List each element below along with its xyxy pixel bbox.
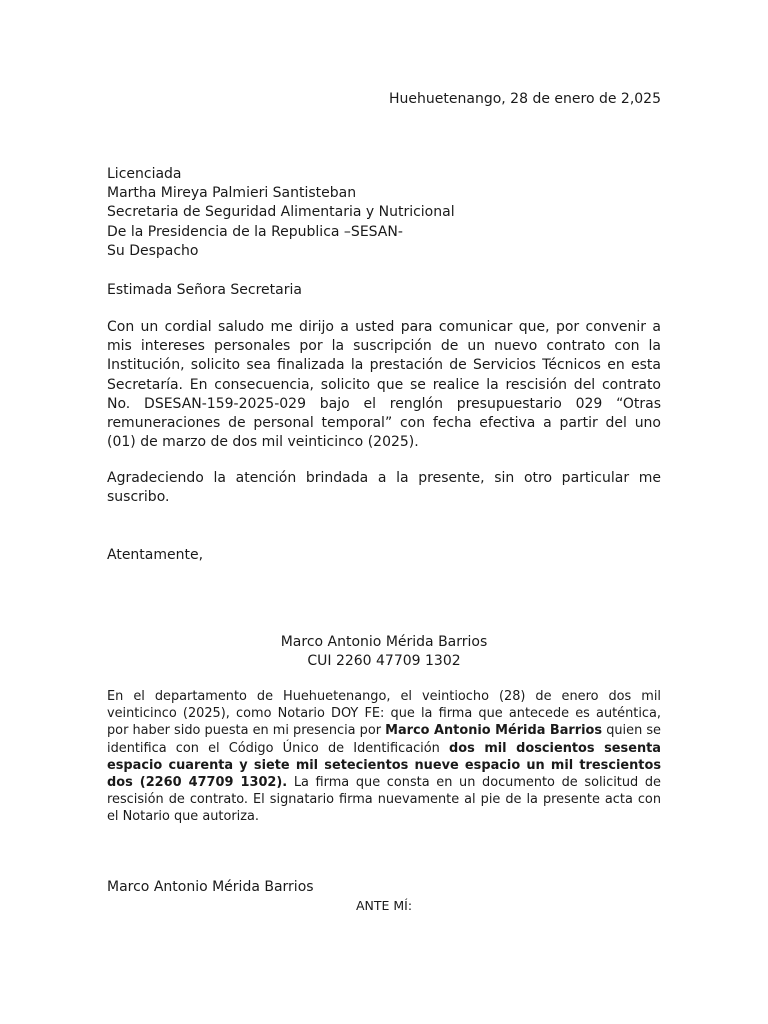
salutation: Estimada Señora Secretaria [107,282,302,298]
notary-id-number: dos mil doscientos sesenta espacio cuarenta y siete mil setecientos nueve espacio un mil trescientos dos (2260 47709 1302). [107,740,661,791]
recipient-position: Secretaria de Seguridad Alimentaria y Nutricional [107,204,455,221]
ante-mi-label: ANTE MÍ: [355,898,413,913]
notary-text-1: En el departamento de Huehuetenango, el veintiocho (28) de enero dos mil veinticinco (2025), como Notario DOY FE: que la firma que antecede es auténtica, por haber sido puesta en mi presencia por [107,689,661,739]
notary-signer-name: Marco Antonio Mérida Barrios [385,723,603,739]
notary-authentication [107,688,661,826]
body-paragraph-2: Agradeciendo la atención brindada a la presente, sin otro particular me suscribo. [107,470,661,506]
notary-text-3: La firma que consta en un documento de solicitud de rescisión de contrato. El signatario firma nuevamente al pie de la presente acta con el Notario que autoriza. [107,775,661,825]
recipient-institution: De la Presidencia de la Republica –SESAN- [107,223,403,240]
signature-cui: CUI 2260 47709 1302 [307,653,461,670]
closing: Atentamente, [107,547,204,563]
recipient-name: Martha Mireya Palmieri Santisteban [107,185,357,202]
date-line: Huehuetenango, 28 de enero de 2,025 [389,91,661,107]
second-signature-name: Marco Antonio Mérida Barrios [107,879,314,895]
signature-block [107,633,661,671]
recipient-office: Su Despacho [107,242,199,259]
recipient-title: Licenciada [107,166,182,182]
recipient-block [107,165,455,261]
signature-name: Marco Antonio Mérida Barrios [280,634,488,650]
body-paragraph-1: Con un cordial saludo me dirijo a usted para comunicar que, por convenir a mis intereses personales por la suscripción de un nuevo contrato con la Institución, solicito sea finalizada la prestación de Servicios Técnicos en esta Secretaría. En consecuencia, solicito que se realice la rescisión del contrato No. DSESAN-159-2025-029 bajo el renglón presupuestario 029 “Otras remuneraciones de personal temporal” con fecha efectiva a partir del uno (01) de marzo de dos mil veinticinco (2025). [107,319,661,451]
notary-text-2: quien se identifica con el Código Único de Identificación [107,723,661,756]
